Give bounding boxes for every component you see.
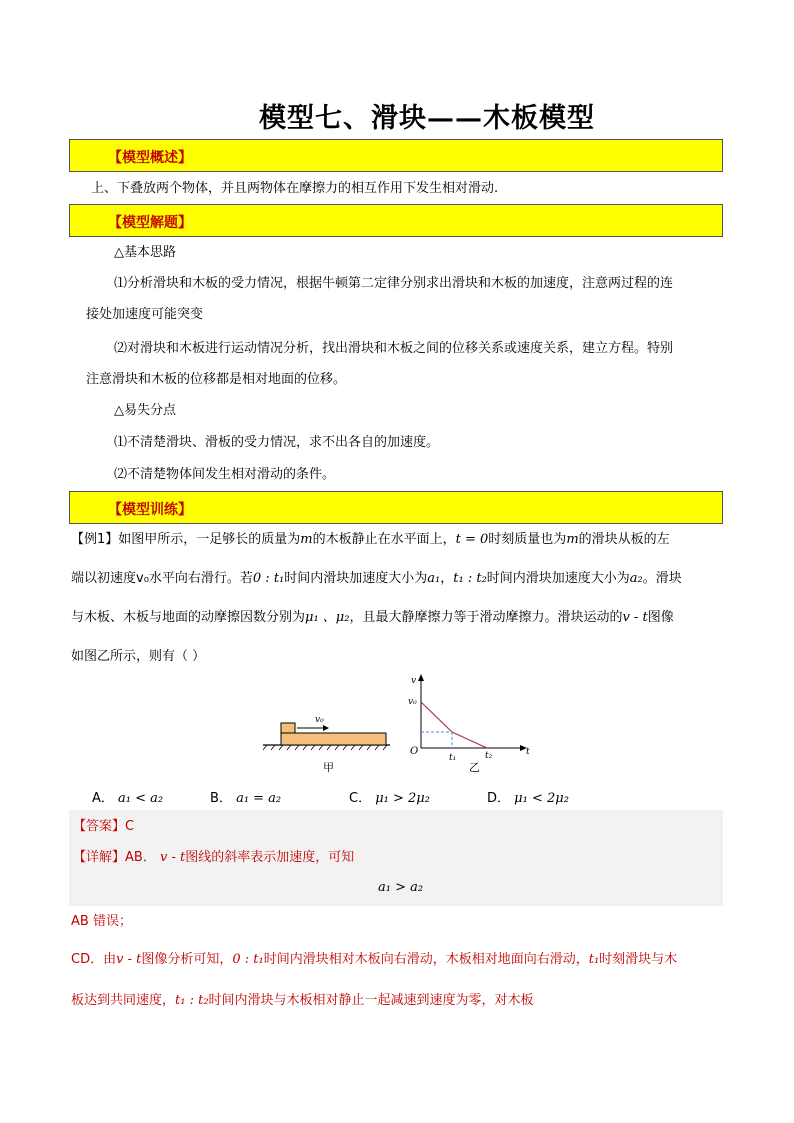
mistake-1: ⑴不清楚滑块、滑板的受力情况，求不出各自的加速度。 bbox=[114, 435, 440, 450]
section-solving bbox=[69, 204, 723, 237]
vt-curve bbox=[421, 702, 487, 748]
mistake-heading: △易失分点 bbox=[114, 403, 176, 418]
section-solving-label: 【模型解题】 bbox=[108, 215, 192, 231]
overview-text: 上、下叠放两个物体，并且两物体在摩擦力的相互作用下发生相对滑动. bbox=[91, 181, 499, 196]
example-line-1: 【例1】如图甲所示，一足够长的质量为m的木板静止在水平面上，t = 0时刻质量也为m的滑块从板的左 bbox=[71, 532, 670, 547]
v0-arrow-label: v₀ bbox=[315, 715, 324, 725]
section-training bbox=[69, 491, 723, 524]
example-line-3: 与木板、木板与地面的动摩擦因数分别为μ₁ 、μ₂，且最大静摩擦力等于滑动摩擦力。滑块运动的v - t图像 bbox=[71, 610, 674, 625]
figure-jia bbox=[263, 715, 390, 774]
mistake-2: ⑵不清楚物体间发生相对滑动的条件。 bbox=[114, 467, 336, 482]
basic-2a: ⑵对滑块和木板进行运动情况分析，找出滑块和木板之间的位移关系或速度关系，建立方程。特别 bbox=[114, 341, 674, 356]
basic-1b: 接处加速度可能突变 bbox=[86, 307, 204, 322]
v-axis-arrow bbox=[418, 674, 424, 681]
figure-yi bbox=[408, 674, 530, 774]
velocity-arrowhead bbox=[323, 725, 329, 731]
v0-axis-label: v₀ bbox=[408, 697, 417, 707]
section-training-label: 【模型训练】 bbox=[108, 502, 192, 518]
origin-label: O bbox=[410, 746, 419, 757]
caption-yi: 乙 bbox=[469, 761, 480, 774]
t-axis-label: t bbox=[526, 747, 530, 757]
example-label: 【例1】 bbox=[71, 532, 119, 547]
v-axis-label: v bbox=[411, 676, 417, 686]
basic-2b: 注意滑块和木板的位移都是相对地面的位移。 bbox=[86, 372, 347, 387]
option-d[interactable]: D． μ₁ < 2μ₂ bbox=[487, 791, 569, 806]
t1-label: t₁ bbox=[449, 753, 457, 763]
detail-line-1: 【详解】AB． v - t图线的斜率表示加速度，可知 bbox=[73, 850, 355, 865]
option-c[interactable]: C． μ₁ > 2μ₂ bbox=[349, 791, 430, 806]
cd-line-1: CD．由v - t图像分析可知，0 : t₁时间内滑块相对木板向右滑动，木板相对地面向右滑动，t₁时刻滑块与木 bbox=[71, 952, 678, 967]
cd-line-2: 板达到共同速度，t₁ : t₂时间内滑块与木板相对静止一起减速到速度为零，对木板 bbox=[71, 993, 534, 1008]
figure bbox=[255, 672, 545, 777]
option-b[interactable]: B． a₁ = a₂ bbox=[210, 791, 282, 806]
basic-heading: △基本思路 bbox=[114, 245, 176, 260]
page-title: 模型七、滑块——木板模型 bbox=[259, 103, 595, 134]
answer: 【答案】C bbox=[73, 819, 135, 834]
plank bbox=[281, 733, 386, 745]
section-overview-label: 【模型概述】 bbox=[108, 150, 192, 166]
caption-jia: 甲 bbox=[323, 761, 334, 774]
section-overview bbox=[69, 139, 723, 172]
option-a[interactable]: A． a₁ < a₂ bbox=[92, 791, 164, 806]
ground-hatch bbox=[263, 745, 387, 750]
detail-equation: a₁ > a₂ bbox=[378, 880, 424, 895]
slider-block bbox=[281, 723, 295, 733]
ab-wrong: AB 错误； bbox=[71, 914, 132, 929]
example-line-2: 端以初速度v₀水平向右滑行。若0 : t₁时间内滑块加速度大小为a₁，t₁ : t₂时间内滑块加速度大小为a₂。滑块 bbox=[71, 571, 682, 586]
t2-label: t₂ bbox=[485, 751, 493, 761]
example-line-4: 如图乙所示，则有（ ） bbox=[71, 649, 206, 664]
basic-1a: ⑴分析滑块和木板的受力情况，根据牛顿第二定律分别求出滑块和木板的加速度，注意两过程的连 bbox=[114, 276, 674, 291]
